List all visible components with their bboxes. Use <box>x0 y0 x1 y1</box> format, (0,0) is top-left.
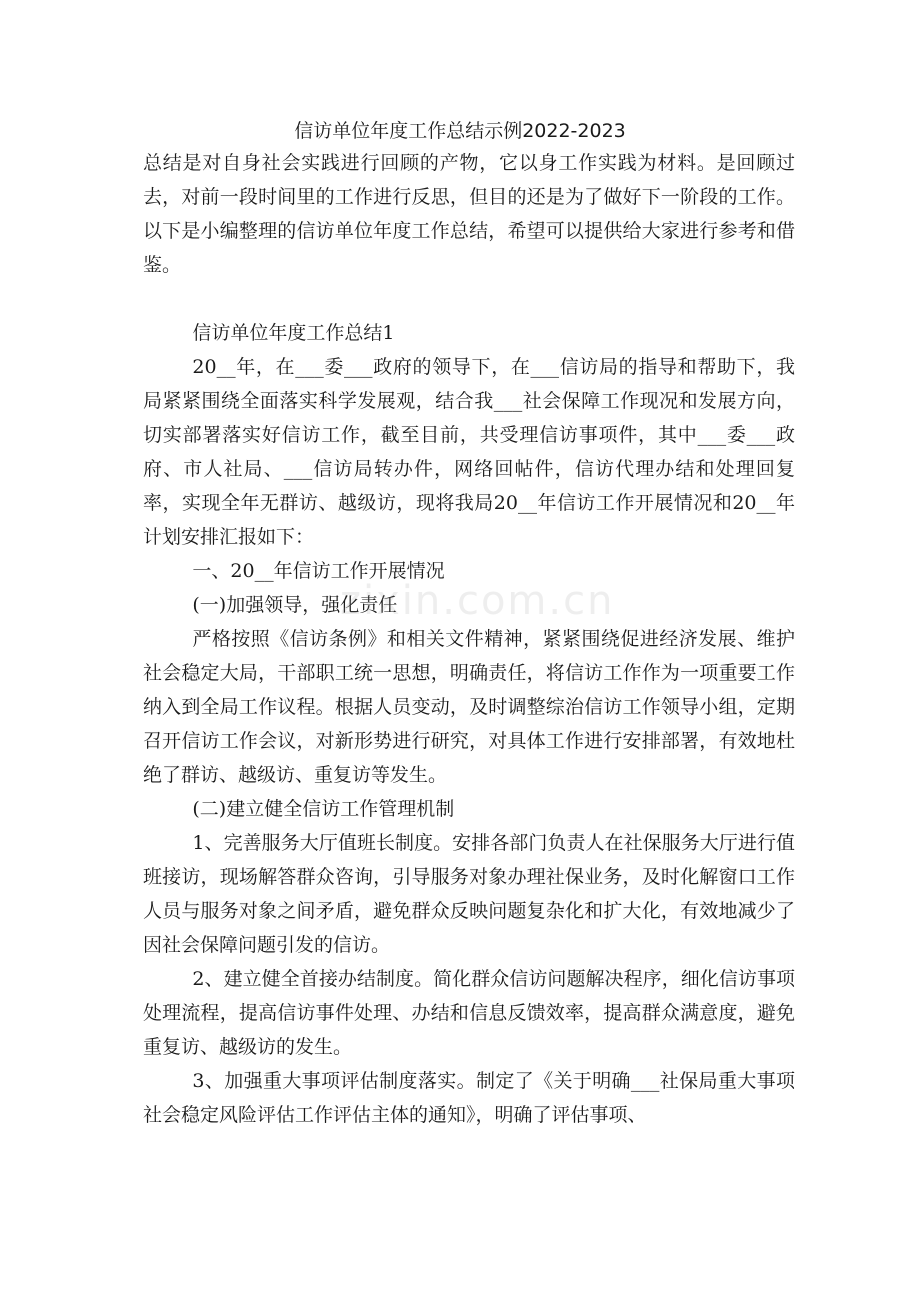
document-title: 信访单位年度工作总结示例2022-2023 <box>294 120 626 142</box>
paragraph: 20__年，在___委___政府的领导下，在___信访局的指导和帮助下，我局紧紧围绕全面落实科学发展观，结合我___社会保障工作现况和发展方向，切实部署落实好信访工作，截至目前，共受理信访事项件，其中___委___政府、市人社局、___信访局转办件，网络回帖件，信访代理办结和处理回复率，实现全年无群访、越级访，现将我局20__年信访工作开展情况和20__年计划安排汇报如下： <box>143 356 795 548</box>
subheading: (二)建立健全信访工作管理机制 <box>192 798 455 820</box>
subheading: (一)加强领导，强化责任 <box>192 594 398 616</box>
list-item: 1、完善服务大厅值班长制度。安排各部门负责人在社保服务大厅进行值班接访，现场解答群众咨询，引导服务对象办理社保业务，及时化解窗口工作人员与服务对象之间矛盾，避免群众反映问题复杂化和扩大化，有效地减少了因社会保障问题引发的信访。 <box>143 832 795 956</box>
document-body <box>143 146 795 1132</box>
heading: 一、20__年信访工作开展情况 <box>192 560 445 582</box>
section-title: 信访单位年度工作总结1 <box>192 322 395 344</box>
paragraph: 严格按照《信访条例》和相关文件精神，紧紧围绕促进经济发展、维护社会稳定大局，干部职工统一思想，明确责任，将信访工作作为一项重要工作纳入到全局工作议程。根据人员变动，及时调整综治信访工作领导小组，定期召开信访工作会议，对新形势进行研究，对具体工作进行安排部署，有效地杜绝了群访、越级访、重复访等发生。 <box>143 628 795 786</box>
intro-paragraph: 总结是对自身社会实践进行回顾的产物，它以身工作实践为材料。是回顾过去，对前一段时间里的工作进行反思，但目的还是为了做好下一阶段的工作。以下是小编整理的信访单位年度工作总结，希望可以提供给大家进行参考和借鉴。 <box>143 152 795 276</box>
watermark: zixin.com.cn <box>340 578 615 624</box>
list-item: 3、加强重大事项评估制度落实。制定了《关于明确___社保局重大事项社会稳定风险评估工作评估主体的通知》，明确了评估事项、 <box>143 1070 795 1126</box>
list-item: 2、建立健全首接办结制度。简化群众信访问题解决程序，细化信访事项处理流程，提高信访事件处理、办结和信息反馈效率，提高群众满意度，避免重复访、越级访的发生。 <box>143 968 795 1058</box>
